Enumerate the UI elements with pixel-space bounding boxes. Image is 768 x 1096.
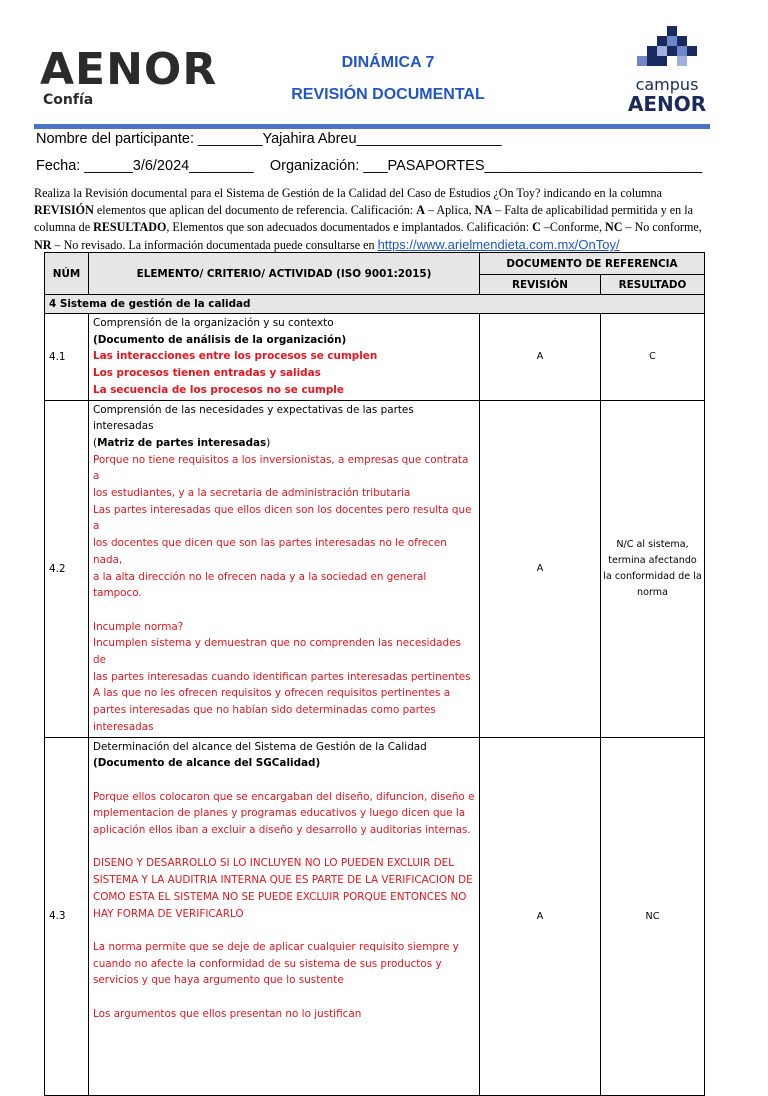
organization-value[interactable]: PASAPORTES — [387, 158, 485, 174]
table-row — [45, 737, 705, 1095]
aenor-logo — [40, 44, 218, 108]
organization-underline: ___________________________ — [484, 158, 703, 174]
participant-label: Nombre del participante: ________ — [36, 131, 263, 147]
element-note: Las interacciones entre los procesos se cumplen — [93, 350, 378, 363]
result-cell[interactable]: C — [601, 314, 705, 401]
header-revision: REVISIÓN — [480, 275, 601, 295]
table-row — [45, 314, 705, 401]
reference-link[interactable]: https://www.arielmendieta.com.mx/OnToy/ — [377, 237, 620, 252]
result-text-line: termina afectando — [608, 554, 697, 566]
element-note: a la alta dirección no le ofrecen nada y a la sociedad en general tampoco. — [93, 570, 427, 600]
element-document: (Documento de alcance del SGCalidad) — [93, 757, 321, 770]
result-text-line: N/C al sistema, — [616, 538, 689, 550]
element-note: los docentes que dicen que son las partes interesadas no le ofrecen nada, — [93, 537, 447, 566]
aenor-logo-wordmark: AENOR — [40, 44, 218, 95]
document-review-table — [44, 252, 705, 1096]
campus-aenor-logo — [622, 26, 712, 115]
element-note: aplicación ellos iban a excluir a diseño y desarrollo y auditorias internas. — [93, 824, 471, 837]
element-note: Incumple norma? — [93, 620, 184, 633]
element-note: SISTEMA Y LA AUDITRIA INTERNA QUE ES PARTE DE LA VERIFICACION DE — [93, 874, 473, 887]
instructions-line-3: columna de RESULTADO, Elementos que son adecuados documentados e implantados. Calificación: C –Conforme, NC – No conforme, — [34, 220, 702, 234]
instructions-line-2: REVISIÓN elementos que aplican del documento de referencia. Calificación: A – Aplica, NA – Falta de aplicabilidad permitida y en la — [34, 203, 693, 217]
page-title: DINÁMICA 7 — [341, 54, 435, 71]
participant-underline: __________________ — [356, 131, 502, 147]
element-note: mplementacion de planes y programas educativos y luego dicen que la — [93, 807, 466, 820]
row-number: 4.3 — [45, 737, 89, 1095]
element-note: Incumplen sistema y demuestran que no comprenden las necesidades de — [93, 637, 461, 667]
result-cell[interactable] — [601, 400, 705, 737]
row-element — [89, 400, 480, 737]
revision-cell[interactable]: A — [480, 314, 601, 401]
instructions-paragraph — [34, 185, 734, 254]
header-num: NÚM — [45, 253, 89, 295]
campus-logo-mark-icon — [637, 26, 697, 70]
page-subtitle: REVISIÓN DOCUMENTAL — [291, 86, 485, 103]
result-text-line: norma — [637, 586, 668, 598]
date-underline: ________ — [189, 158, 254, 174]
element-note: Las partes interesadas que ellos dicen son los docentes pero resulta que a — [93, 503, 472, 533]
instructions-line-1: Realiza la Revisión documental para el Sistema de Gestión de la Calidad del Caso de Estudios ¿On Toy? indicando en la columna — [34, 186, 662, 200]
element-title: Determinación del alcance del Sistema de Gestión de la Calidad — [93, 740, 427, 753]
element-title: Comprensión de las necesidades y expectativas de las partes interesadas — [93, 403, 414, 433]
campus-logo-line1: campus — [635, 75, 699, 94]
element-note: DISENO Y DESARROLLO SI LO INCLUYEN NO LO PUEDEN EXCLUIR DEL — [93, 857, 454, 870]
participant-line — [36, 131, 502, 147]
element-note: cuando no afecte la conformidad de su sistema de sus productos y — [93, 957, 442, 970]
revision-cell[interactable]: A — [480, 737, 601, 1095]
header-result: RESULTADO — [601, 275, 705, 295]
header-reference-document: DOCUMENTO DE REFERENCIA — [480, 253, 705, 275]
result-text-line: la conformidad de la — [603, 570, 702, 582]
document-title-block — [230, 52, 546, 106]
element-note: partes interesadas que no habían sido determinadas como partes — [93, 704, 436, 717]
row-element — [89, 737, 480, 1095]
element-note: Los argumentos que ellos presentan no lo justifican — [93, 1007, 362, 1020]
date-value[interactable]: 3/6/2024 — [132, 158, 190, 174]
element-title: Comprensión de la organización y su contexto — [93, 317, 334, 329]
element-note: interesadas — [93, 720, 154, 733]
aenor-logo-tagline: Confía — [43, 92, 94, 108]
result-cell[interactable]: NC — [601, 737, 705, 1095]
element-note: servicios y que haya argumento que lo sustente — [93, 974, 344, 987]
header-element: ELEMENTO/ CRITERIO/ ACTIVIDAD (ISO 9001:2015) — [89, 253, 480, 295]
element-note: La norma permite que se deje de aplicar cualquier requisito siempre y — [93, 940, 459, 953]
element-note: Porque no tiene requisitos a los inversionistas, a empresas que contrata a — [93, 453, 469, 483]
section-title: 4 Sistema de gestión de la calidad — [45, 295, 705, 314]
element-note: La secuencia de los procesos no se cumple — [93, 383, 344, 396]
table-row — [45, 400, 705, 737]
element-note: A las que no les ofrecen requisitos y ofrecen requisitos pertinentes a — [93, 687, 451, 700]
row-element — [89, 314, 480, 401]
element-note: Los procesos tienen entradas y salidas — [93, 367, 321, 380]
element-note: HAY FORMA DE VERIFICARLO — [93, 907, 244, 920]
element-note: Porque ellos colocaron que se encargaban del diseño, difuncion, diseño e — [93, 790, 475, 803]
date-label: Fecha: ______ — [36, 158, 133, 174]
revision-cell[interactable]: A — [480, 400, 601, 737]
element-note: los estudiantes, y a la secretaria de administración tributaria — [93, 487, 411, 500]
organization-label: Organización: ___ — [269, 158, 388, 174]
instructions-line-4: NR – No revisado. La información documentada puede consultarse en https://www.arielmendieta.com.mx/OnToy/ — [34, 237, 620, 252]
element-document: (Matriz de partes interesadas) — [93, 436, 271, 449]
element-note: COMO ESTA EL SISTEMA NO SE PUEDE EXCLUIR PORQUE ENTONCES NO — [93, 890, 467, 903]
date-org-line — [36, 158, 702, 174]
element-note: las partes interesadas cuando identifican partes interesadas pertinentes — [93, 670, 471, 683]
participant-name[interactable]: Yajahira Abreu — [262, 131, 357, 147]
campus-logo-line2: AENOR — [627, 92, 707, 116]
element-document: (Documento de análisis de la organización) — [93, 333, 347, 346]
row-number: 4.1 — [45, 314, 89, 401]
row-number: 4.2 — [45, 400, 89, 737]
header-divider — [34, 124, 710, 129]
